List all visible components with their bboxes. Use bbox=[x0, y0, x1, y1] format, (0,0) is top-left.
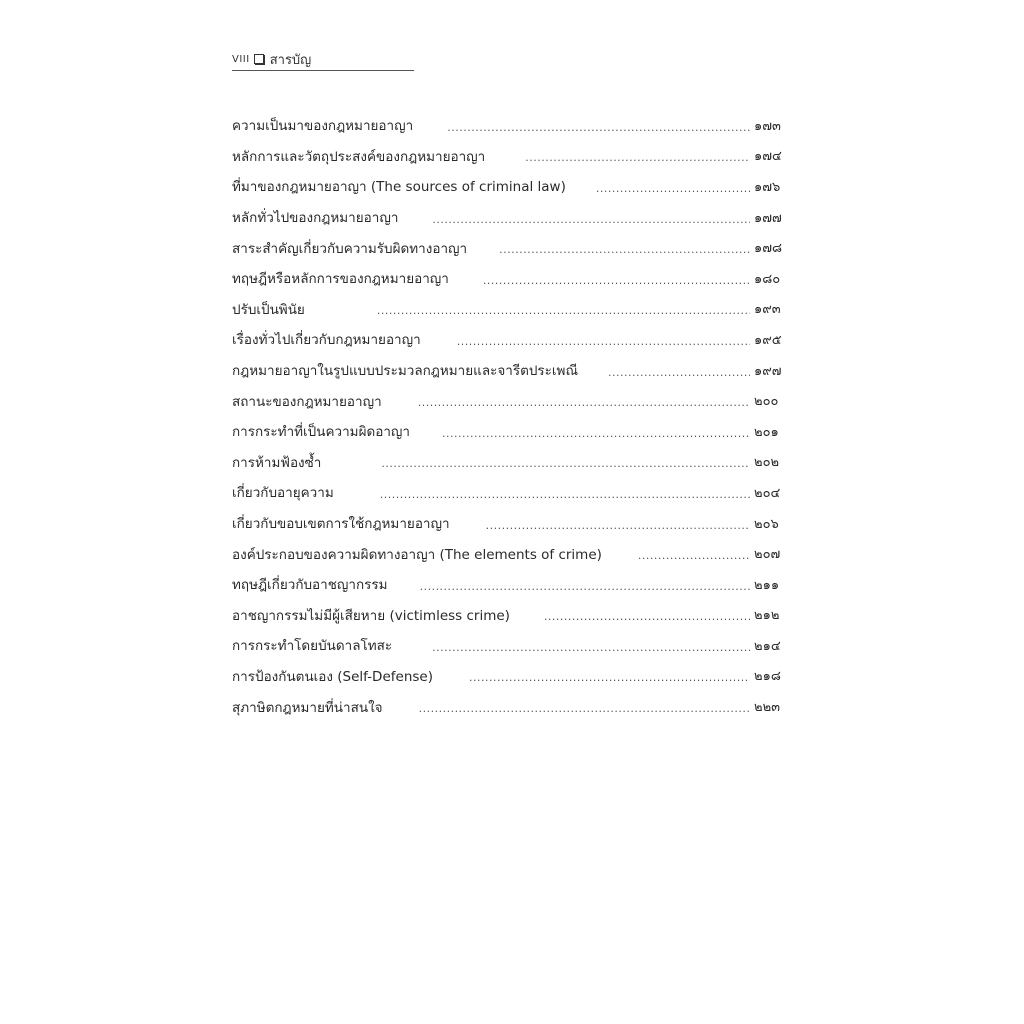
toc-dot-leader bbox=[525, 152, 750, 163]
toc-entry-title: ปรับเป็นพินัย bbox=[232, 301, 305, 318]
toc-entry-title: การห้ามฟ้องซ้ำ bbox=[232, 454, 322, 471]
toc-dot-leader bbox=[469, 672, 750, 683]
toc-dot-leader bbox=[483, 275, 750, 286]
toc-entry-page-number: ๑๗๓ bbox=[754, 118, 781, 134]
toc-entry bbox=[232, 630, 792, 661]
toc-dot-leader bbox=[544, 611, 750, 622]
running-head-title: สารบัญ bbox=[269, 52, 312, 68]
toc-entry bbox=[232, 324, 792, 355]
toc-entry bbox=[232, 294, 792, 325]
toc-dot-leader bbox=[457, 336, 750, 347]
toc-entry bbox=[232, 691, 792, 722]
toc-entry-title: สุภาษิตกฎหมายที่น่าสนใจ bbox=[232, 699, 383, 716]
table-of-contents bbox=[232, 110, 792, 722]
toc-entry-page-number: ๒๐๔ bbox=[754, 485, 781, 501]
toc-entry-page-number: ๒๐๐ bbox=[754, 394, 779, 410]
toc-entry bbox=[232, 232, 792, 263]
toc-dot-leader bbox=[432, 642, 750, 653]
running-head bbox=[232, 48, 414, 71]
toc-entry-title: เรื่องทั่วไปเกี่ยวกับกฎหมายอาญา bbox=[232, 332, 421, 349]
toc-entry-title: สาระสำคัญเกี่ยวกับความรับผิดทางอาญา bbox=[232, 240, 468, 257]
toc-dot-leader bbox=[499, 244, 750, 255]
toc-entry-title: ความเป็นมาของกฎหมายอาญา bbox=[232, 118, 414, 135]
toc-entry-title: กฎหมายอาญาในรูปแบบประมวลกฎหมายและจารีตประเพณี bbox=[232, 363, 578, 380]
toc-entry-page-number: ๒๑๔ bbox=[754, 638, 781, 654]
toc-entry bbox=[232, 600, 792, 631]
toc-entry-page-number: ๑๘๐ bbox=[754, 271, 781, 287]
toc-dot-leader bbox=[380, 489, 750, 500]
toc-entry-page-number: ๒๐๑ bbox=[754, 424, 779, 440]
toc-entry-page-number: ๒๑๑ bbox=[754, 577, 780, 593]
toc-entry-title: เกี่ยวกับอายุความ bbox=[232, 485, 334, 502]
toc-entry-title: หลักการและวัตถุประสงค์ของกฎหมายอาญา bbox=[232, 148, 486, 165]
toc-dot-leader bbox=[596, 183, 750, 194]
toc-entry-page-number: ๑๗๗ bbox=[754, 210, 782, 226]
toc-entry-page-number: ๑๙๕ bbox=[754, 332, 782, 348]
toc-entry bbox=[232, 416, 792, 447]
toc-entry-page-number: ๑๗๘ bbox=[754, 241, 783, 257]
toc-entry-title: การกระทำที่เป็นความผิดอาญา bbox=[232, 424, 411, 441]
toc-entry bbox=[232, 355, 792, 386]
toc-entry bbox=[232, 569, 792, 600]
toc-entry bbox=[232, 447, 792, 478]
toc-dot-leader bbox=[377, 305, 750, 316]
toc-entry-page-number: ๑๗๖ bbox=[754, 179, 781, 195]
toc-entry-page-number: ๒๐๖ bbox=[754, 516, 779, 532]
toc-entry-title: การกระทำโดยบันดาลโทสะ bbox=[232, 638, 393, 655]
toc-entry-title: เกี่ยวกับขอบเขตการใช้กฎหมายอาญา bbox=[232, 516, 450, 533]
toc-dot-leader bbox=[419, 703, 750, 714]
toc-entry-title: อาชญากรรมไม่มีผู้เสียหาย (victimless crime) bbox=[232, 607, 510, 624]
toc-dot-leader bbox=[638, 550, 750, 561]
toc-dot-leader bbox=[608, 367, 750, 378]
toc-entry bbox=[232, 202, 792, 233]
toc-entry-page-number: ๒๐๗ bbox=[754, 547, 781, 563]
toc-entry bbox=[232, 385, 792, 416]
toc-entry-page-number: ๑๗๔ bbox=[754, 149, 782, 165]
toc-entry bbox=[232, 141, 792, 172]
page-folio: VIII bbox=[232, 53, 250, 65]
toc-entry bbox=[232, 508, 792, 539]
square-bullet-icon bbox=[254, 54, 264, 64]
toc-entry-title: ทฤษฎีหรือหลักการของกฎหมายอาญา bbox=[232, 271, 449, 288]
toc-entry-title: องค์ประกอบของความผิดทางอาญา (The elements of crime) bbox=[232, 546, 602, 563]
toc-entry-title: ทฤษฎีเกี่ยวกับอาชญากรรม bbox=[232, 577, 388, 594]
toc-entry-title: ที่มาของกฎหมายอาญา (The sources of criminal law) bbox=[232, 179, 566, 196]
toc-dot-leader bbox=[418, 397, 750, 408]
toc-dot-leader bbox=[442, 428, 750, 439]
toc-dot-leader bbox=[432, 214, 750, 225]
toc-entry bbox=[232, 477, 792, 508]
toc-entry-title: การป้องกันตนเอง (Self-Defense) bbox=[232, 668, 433, 685]
toc-entry-title: สถานะของกฎหมายอาญา bbox=[232, 393, 382, 410]
toc-entry-page-number: ๒๑๒ bbox=[754, 608, 780, 624]
toc-dot-leader bbox=[381, 458, 750, 469]
toc-entry-page-number: ๒๐๒ bbox=[754, 455, 780, 471]
toc-dot-leader bbox=[486, 520, 750, 531]
toc-entry bbox=[232, 171, 792, 202]
toc-entry bbox=[232, 538, 792, 569]
toc-entry-title: หลักทั่วไปของกฎหมายอาญา bbox=[232, 210, 399, 227]
toc-entry bbox=[232, 263, 792, 294]
toc-entry bbox=[232, 110, 792, 141]
toc-dot-leader bbox=[420, 581, 750, 592]
toc-entry-page-number: ๒๒๓ bbox=[754, 700, 781, 716]
toc-entry-page-number: ๑๙๓ bbox=[754, 302, 781, 318]
toc-dot-leader bbox=[447, 122, 750, 133]
toc-entry bbox=[232, 661, 792, 692]
toc-entry-page-number: ๒๑๘ bbox=[754, 669, 781, 685]
toc-entry-page-number: ๑๙๗ bbox=[754, 363, 782, 379]
